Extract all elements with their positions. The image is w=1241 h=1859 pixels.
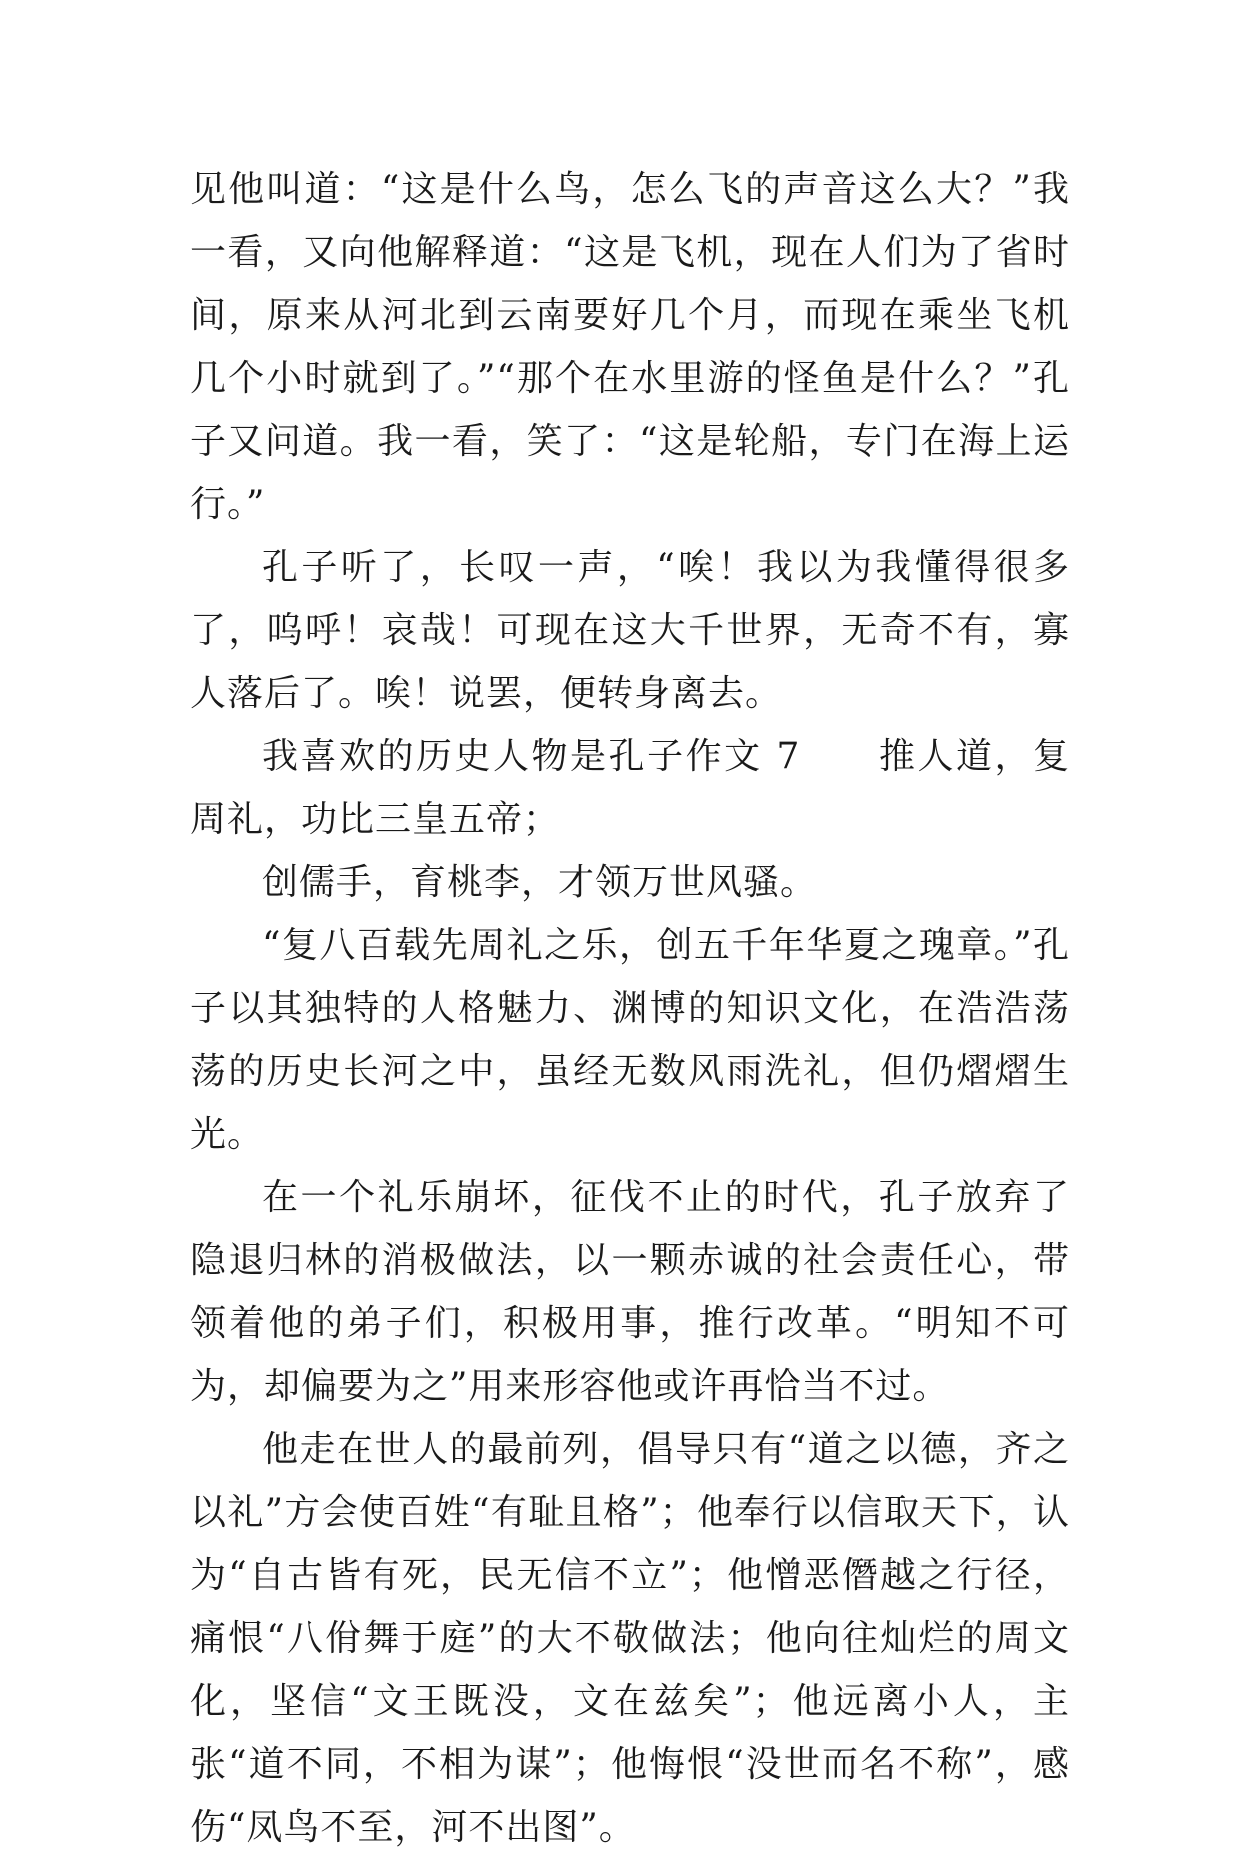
paragraph-6: 在一个礼乐崩坏，征伐不止的时代，孔子放弃了隐退归林的消极做法，以一颗赤诚的社会责任心，带领着他的弟子们，积极用事，推行改革。“明知不可为，却偏要为之”用来形容他或许再恰当不过。 — [190, 1177, 1070, 1407]
paragraph-5: “复八百载先周礼之乐，创五千年华夏之瑰章。”孔子以其独特的人格魅力、渊博的知识文化，在浩浩荡荡的历史长河之中，虽经无数风雨洗礼，但仍熠熠生光。 — [190, 925, 1070, 1155]
paragraph-2: 孔子听了，长叹一声，“唉！我以为我懂得很多了，呜呼！哀哉！可现在这大千世界，无奇不有，寡人落后了。唉！说罢，便转身离去。 — [190, 547, 1070, 714]
paragraph-3: 我喜欢的历史人物是孔子作文 7 推人道，复周礼，功比三皇五帝； — [190, 736, 1070, 840]
document-body — [190, 158, 1070, 1859]
paragraph-7: 他走在世人的最前列，倡导只有“道之以德，齐之以礼”方会使百姓“有耻且格”；他奉行以信取天下，认为“自古皆有死，民无信不立”；他憎恶僭越之行径，痛恨“八佾舞于庭”的大不敬做法；他向往灿烂的周文化，坚信“文王既没，文在兹矣”；他远离小人，主张“道不同，不相为谋”；他悔恨“没世而名不称”，感伤“凤鸟不至，河不出图”。 — [190, 1429, 1070, 1848]
paragraph-1: 见他叫道：“这是什么鸟，怎么飞的声音这么大？”我一看，又向他解释道：“这是飞机，现在人们为了省时间，原来从河北到云南要好几个月，而现在乘坐飞机几个小时就到了。”“那个在水里游的怪鱼是什么？”孔子又问道。我一看，笑了：“这是轮船，专门在海上运行。” — [190, 169, 1070, 525]
paragraph-4: 创儒手，育桃李，才领万世风骚。 — [262, 862, 818, 903]
